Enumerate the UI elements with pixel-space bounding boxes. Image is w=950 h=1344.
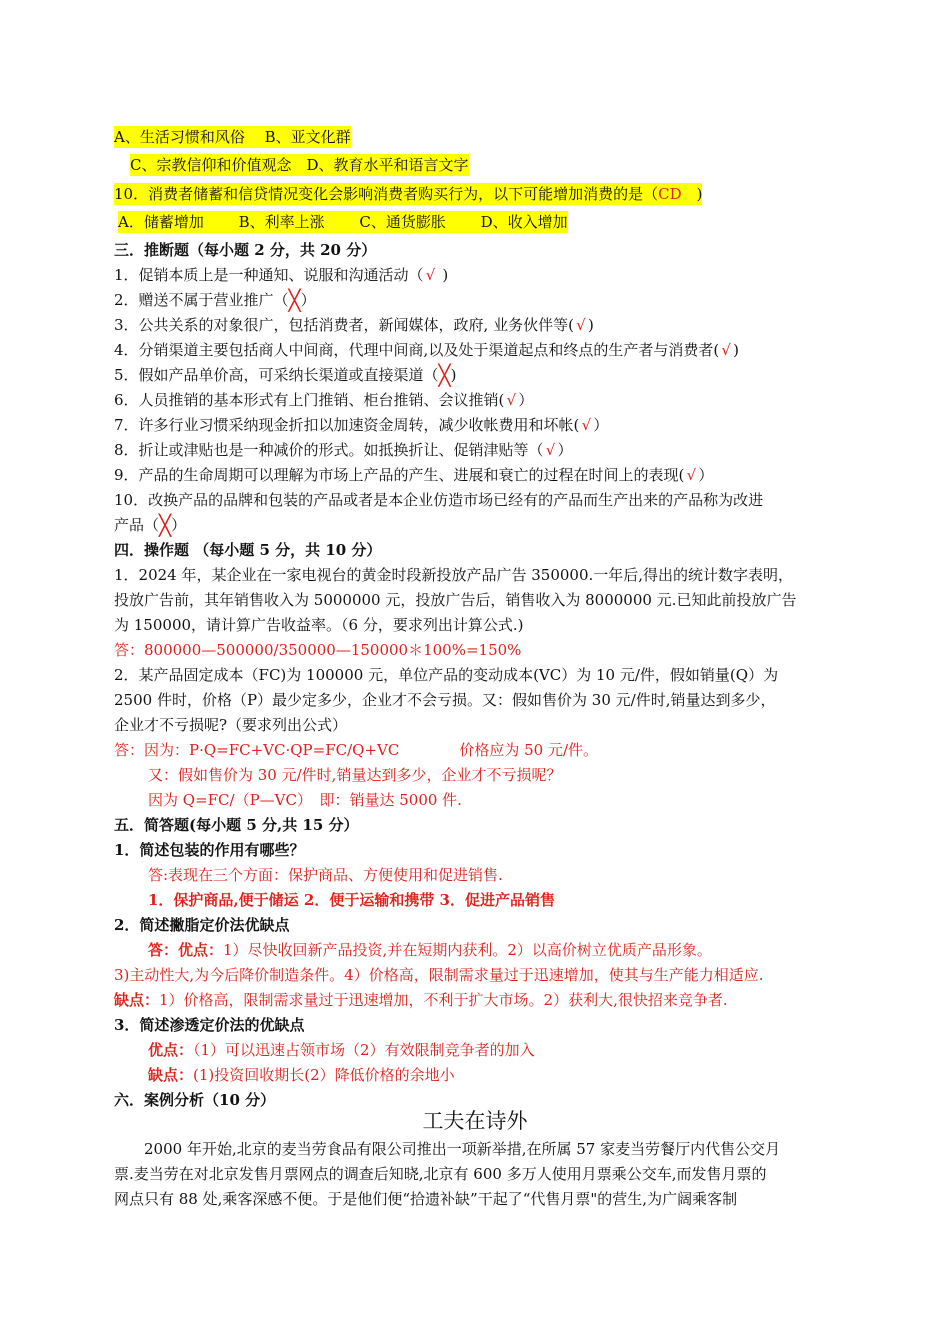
short-answer-q3: 3．简述渗透定价法的优缺点: [114, 1016, 305, 1034]
operation-q1-answer: 答：800000—500000/350000—150000＊100%=150%: [114, 641, 522, 659]
judgement-item: 2．赠送不属于营业推广（╳）: [114, 288, 316, 312]
cross-mark-icon: ╳: [288, 288, 301, 312]
cross-mark-icon: ╳: [438, 363, 451, 387]
short-answer-q2-cons: 缺点：1）价格高，限制需求量过于迅速增加，不利于扩大市场。2）获利大,很快招来竞争者.: [114, 991, 728, 1009]
case-paragraph-line: 票.麦当劳在对北京发售月票网点的调查后知晓,北京有 600 多万人使用月票乘公交车,而发售月票的: [114, 1165, 767, 1183]
operation-q1-line: 为 150000，请计算广告收益率。（6 分，要求列出计算公式.): [114, 616, 524, 634]
check-mark-icon: √: [545, 441, 556, 459]
short-answer-q3-cons: 缺点：(1)投资回收期长(2）降低价格的余地小: [148, 1066, 455, 1084]
short-answer-q1-points: 1．保护商品,便于储运 2．便于运输和携带 3．促进产品销售: [148, 891, 555, 909]
judgement-item: 1．促销本质上是一种通知、说服和沟通活动（ √ ): [114, 266, 449, 284]
short-answer-q2-pros: 答：优点：1）尽快收回新产品投资,并在短期内获利。2）以高价树立优质产品形象。: [148, 941, 712, 959]
judgement-item: 5．假如产品单价高，可采纳长渠道或直接渠道（╳): [114, 363, 457, 387]
cross-mark-icon: ╳: [159, 513, 172, 537]
q10-stem: 10．消费者储蓄和信贷情况变化会影响消费者购买行为，以下可能增加消费的是（CD ): [114, 185, 703, 203]
operation-q1-line: 1．2024 年，某企业在一家电视台的黄金时段新投放产品广告 350000.一年后,得出的统计数字表明，: [114, 566, 794, 584]
judgement-item: 7．许多行业习惯采纳现金折扣以加速资金周转，减少收帐费用和坏帐( √ ）: [114, 416, 609, 434]
check-mark-icon: √: [576, 316, 586, 334]
case-title: 工夫在诗外: [422, 1109, 528, 1133]
judgement-item: 10．改换产品的品牌和包装的产品或者是本企业仿造市场已经有的产品而生产出来的产品称为改进: [114, 491, 764, 509]
check-mark-icon: √: [686, 466, 697, 484]
operation-q2-line: 2．某产品固定成本（FC)为 100000 元，单位产品的变动成本(VC）为 10 元/件，假如销量(Q）为: [114, 666, 779, 684]
case-paragraph-line: 网点只有 88 处,乘客深感不便。于是他们便“拾遗补缺”干起了“代售月票"的营生,为广阔乘客制: [114, 1190, 738, 1208]
short-answer-q3-pros: 优点：（1）可以迅速占领市场（2）有效限制竞争者的加入: [148, 1041, 535, 1059]
q9-options-line2: C、宗教信仰和价值观念 D、教育水平和语言文字: [130, 156, 469, 174]
operation-q2-line: 2500 件时，价格（P）最少定多少，企业才不会亏损。又：假如售价为 30 元/件时,销量达到多少，: [114, 691, 776, 709]
check-mark-icon: √: [721, 341, 731, 359]
operation-q2-answer: 答：因为：P·Q=FC+VC·QP=FC/Q+VC 价格应为 50 元/件。: [114, 741, 599, 759]
case-paragraph-line: 2000 年开始,北京的麦当劳食品有限公司推出一项新举措,在所属 57 家麦当劳餐厅内代售公交月: [114, 1140, 781, 1158]
operation-q2-answer-followup: 又：假如售价为 30 元/件时,销量达到多少，企业才不亏损呢？: [148, 766, 562, 784]
judgement-item: 8．折让或津贴也是一种减价的形式。如抵换折让、促销津贴等（ √ ）: [114, 441, 573, 459]
judgement-item: 产品（╳）: [114, 513, 187, 537]
section3-heading: 三．推断题（每小题 2 分，共 20 分）: [114, 241, 377, 259]
operation-q2-line: 企业才不亏损呢?（要求列出公式）: [114, 716, 348, 734]
judgement-item: 4．分销渠道主要包括商人中间商，代理中间商,以及处于渠道起点和终点的生产者与消费者( √ ): [114, 341, 740, 359]
check-mark-icon: √: [506, 391, 517, 409]
operation-q2-answer-formula: 因为 Q=FC/（P—VC） 即：销量达 5000 件.: [148, 791, 462, 809]
short-answer-q2: 2．简述撇脂定价法优缺点: [114, 916, 290, 934]
q10-options: A．储蓄增加 B、利率上涨 C、通货膨胀 D、收入增加: [118, 213, 568, 231]
section4-heading: 四．操作题 （每小题 5 分，共 10 分）: [114, 541, 382, 559]
short-answer-q1-answer: 答:表现在三个方面：保护商品、方便使用和促进销售.: [148, 866, 503, 884]
short-answer-q1: 1．简述包装的作用有哪些？: [114, 841, 305, 859]
section6-heading: 六．案例分析（10 分）: [114, 1091, 276, 1109]
q10-answer: CD: [658, 185, 682, 203]
judgement-item: 6．人员推销的基本形式有上门推销、柜台推销、会议推销( √ ）: [114, 391, 534, 409]
judgement-item: 3．公共关系的对象很广，包括消费者，新闻媒体，政府, 业务伙伴等( √ ): [114, 316, 594, 334]
section5-heading: 五．简答题(每小题 5 分,共 15 分）: [114, 816, 359, 834]
q9-options-line1: A、生活习惯和风俗 B、亚文化群: [114, 128, 351, 146]
check-mark-icon: √: [581, 416, 592, 434]
short-answer-q2-pros-cont: 3)主动性大,为今后降价制造条件。4）价格高，限制需求量过于迅速增加，使其与生产能力相适应.: [114, 966, 764, 984]
check-mark-icon: √: [425, 266, 436, 284]
judgement-item: 9．产品的生命周期可以理解为市场上产品的产生、进展和衰亡的过程在时间上的表现( √ ）: [114, 466, 714, 484]
operation-q1-line: 投放广告前，其年销售收入为 5000000 元，投放广告后，销售收入为 8000000 元.已知此前投放广告: [114, 591, 797, 609]
